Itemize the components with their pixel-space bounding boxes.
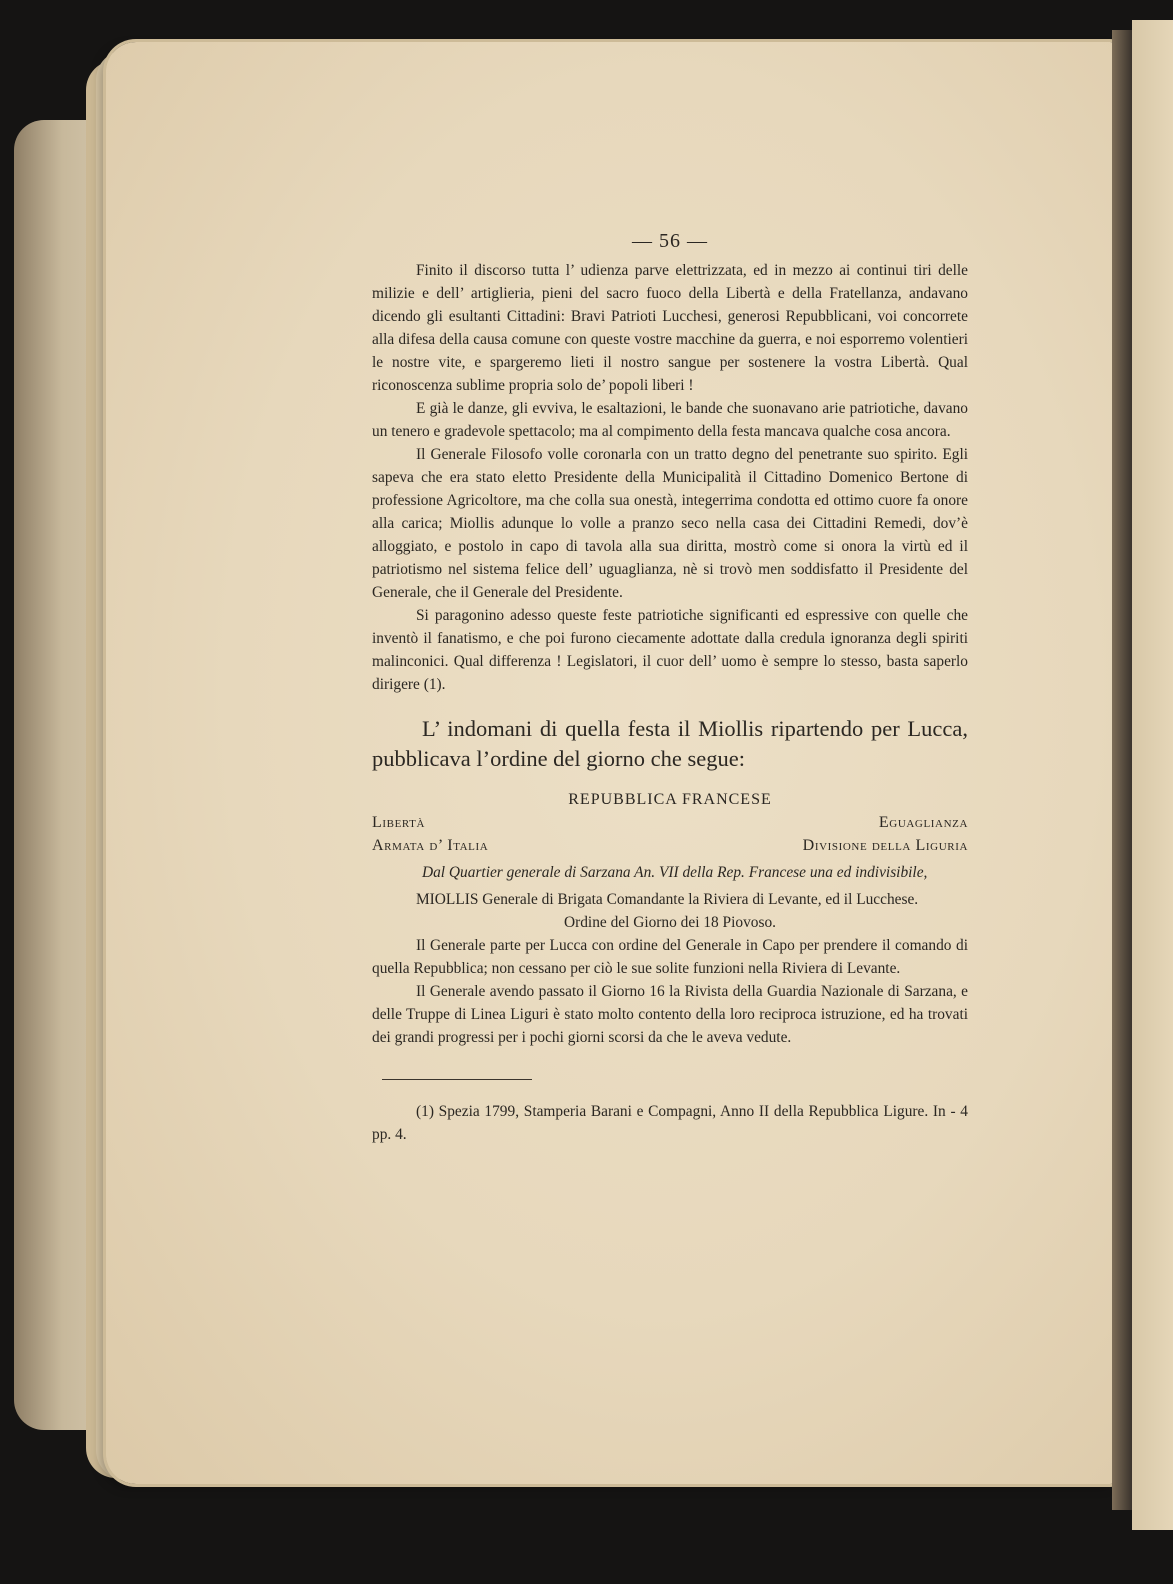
headquarters-line: Dal Quartier generale di Sarzana An. VII della Rep. Francese una ed indivisibile, [422, 864, 928, 881]
paragraph: Finito il discorso tutta l’ udienza parve elettrizzata, ed in mezzo ai continui tiri delle milizie e dell’ artiglieria, pieni del sacro fuoco della Libertà e della Fratellanza, andavano dicendo gli esultanti Cittadini: Bravi Patrioti Lucchesi, generosi Repubblicani, voi concorrete alla difesa della causa comune con queste vostre macchine da guerra, e noi esporremo volentieri le nostre vite, e spargeremo lieti il nostro sangue per sostenere la vostra Libertà. Qual riconoscenza sublime propria solo de’ popoli liberi ! [372, 262, 968, 394]
order-title: Ordine del Giorno dei 18 Piovoso. [563, 914, 777, 931]
paragraph: Il Generale Filosofo volle coronarla con un tratto degno del penetrante suo spirito. Egli sapeva che era stato eletto Presidente della Municipalità il Cittadino Domenico Bertone di professione Agricoltore, ma che colla sua onestà, integerrima condotta ed ottimo cuore fa onore alla carica; Miollis adunque lo volle a pranzo seco nella casa dei Cittadini Remedi, dov’è alloggiato, e postolo in capo di tavola alla sua diritta, mostrò come si onora la virtù ed il patriotismo nel sistema felice dell’ uguaglianza, nè si trovò men soddisfatto il Presidente del Generale, che il Generale del Presidente. [372, 446, 968, 601]
footnote-rule [382, 1079, 532, 1080]
footnote: (1) Spezia 1799, Stamperia Barani e Compagni, Anno II della Repubblica Ligure. In - 4 pp. 4. [372, 1103, 968, 1143]
order-paragraph: Il Generale avendo passato il Giorno 16 la Rivista della Guardia Nazionale di Sarzana, e delle Truppe di Linea Liguri è stato molto contento della loro reciproca istruzione, ed ha trovati dei grandi progressi per i pochi giorni scorsi da che le aveva vedute. [372, 983, 968, 1046]
book-gutter [1112, 30, 1132, 1510]
order-header-row [372, 834, 968, 857]
order-paragraph: Il Generale parte per Lucca con ordine del Generale in Capo per prendere il comando di quella Repubblica; non cessano per ciò le sue solite funzioni nella Riviera di Levante. [372, 937, 968, 977]
large-paragraph: L’ indomani di quella festa il Miollis ripartendo per Lucca, pubblicava l’ordine del giorno che segue: [372, 716, 968, 771]
header-left: Libertà [372, 814, 426, 831]
paragraph: Si paragonino adesso queste feste patriotiche significanti ed espressive con quelle che inventò il fanatismo, e che poi furono ciecamente adottate dalla credula ignoranza degli spiriti malinconici. Qual differenza ! Legislatori, il cuor dell’ uomo è sempre lo stesso, basta saperlo dirigere (1). [372, 607, 968, 693]
order-heading: REPUBBLICA FRANCESE [568, 791, 772, 808]
header-right: Eguaglianza [878, 814, 968, 831]
order-header-row [372, 811, 968, 834]
paragraph: E già le danze, gli evviva, le esaltazioni, le bande che suonavano arie patriotiche, davano un tenero e gradevole spettacolo; ma al compimento della festa mancava qualche cosa ancora. [372, 400, 968, 440]
header-right: Divisione della Liguria [802, 837, 968, 854]
page-text [372, 230, 968, 1146]
page-number: — 56 — [632, 230, 708, 252]
facing-page-edge [1132, 20, 1173, 1530]
commander-line: MIOLLIS Generale di Brigata Comandante la Riviera di Levante, ed il Lucchese. [416, 891, 919, 908]
header-left: Armata d’ Italia [372, 837, 489, 854]
